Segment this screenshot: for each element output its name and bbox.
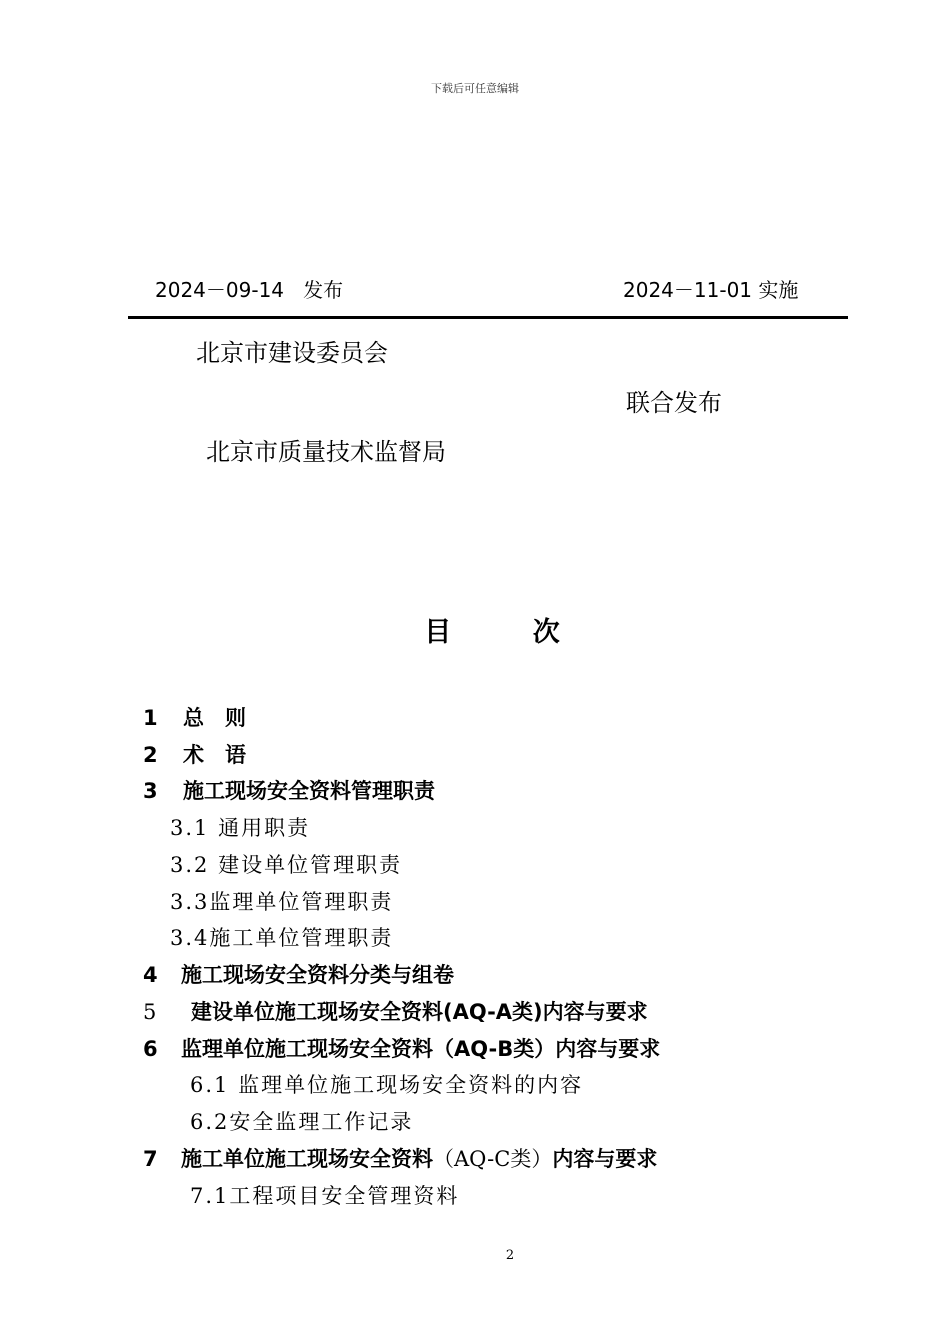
toc-item-title: 3.2 建设单位管理职责 — [170, 853, 403, 877]
toc-subitem — [190, 1106, 413, 1136]
release-date: 2024－09-14 — [155, 278, 285, 302]
effective-date: 2024－11-01 — [623, 278, 753, 302]
toc-item — [143, 702, 246, 732]
toc-item-title: 监理单位施工现场安全资料（AQ-B类）内容与要求 — [181, 1037, 661, 1061]
effective-date-line — [623, 274, 798, 303]
toc-item-title: 6.2安全监理工作记录 — [190, 1110, 414, 1134]
toc-item — [143, 996, 648, 1026]
release-label: 发布 — [303, 278, 344, 302]
toc-item-title: 施工单位施工现场安全资料 — [181, 1147, 433, 1171]
toc-item-title: 施工现场安全资料管理职责 — [183, 779, 435, 803]
effective-label: 实施 — [758, 278, 799, 302]
toc-item-number: 7 — [143, 1147, 158, 1171]
toc-item-number: 2 — [143, 743, 158, 767]
toc-subitem — [190, 1180, 459, 1210]
header-note: 下载后可任意编辑 — [431, 82, 519, 95]
toc-subitem — [170, 849, 402, 879]
toc-item-title: 7.1工程项目安全管理资料 — [190, 1184, 460, 1208]
toc-item-title: 3.3监理单位管理职责 — [170, 890, 394, 914]
toc-item — [143, 1143, 657, 1173]
toc-item-number: 3 — [143, 779, 158, 803]
release-date-line — [155, 274, 343, 303]
toc-item-title-tail: 内容与要求 — [552, 1147, 658, 1171]
toc-item — [143, 739, 246, 769]
joint-release-label: 联合发布 — [626, 389, 722, 417]
toc-item-title: 3.4施工单位管理职责 — [170, 926, 394, 950]
issuer-construction-commission: 北京市建设委员会 — [196, 339, 388, 367]
toc-item-number: 6 — [143, 1037, 158, 1061]
toc-subitem — [170, 886, 393, 916]
toc-item-title: 6.1 监理单位施工现场安全资料的内容 — [190, 1073, 584, 1097]
toc-item-number: 5 — [143, 1000, 159, 1024]
toc-subitem — [170, 812, 310, 842]
toc-item-title: 总 则 — [183, 706, 246, 730]
toc-item-title-suffix: （AQ-C类） — [433, 1147, 553, 1171]
toc-item-number: 4 — [143, 963, 158, 987]
toc-subitem — [170, 922, 393, 952]
toc-item — [143, 959, 454, 989]
toc-item-title: 3.1 通用职责 — [170, 816, 311, 840]
toc-item — [143, 1033, 660, 1063]
toc-item-title: 施工现场安全资料分类与组卷 — [181, 963, 454, 987]
toc-item-title: 建设单位施工现场安全资料(AQ-A类)内容与要求 — [191, 1000, 648, 1024]
toc-title: 目 次 — [424, 617, 596, 648]
horizontal-rule — [128, 316, 848, 319]
page-number: 2 — [505, 1248, 515, 1263]
toc-item — [143, 775, 435, 805]
toc-subitem — [190, 1069, 583, 1099]
issuer-quality-bureau: 北京市质量技术监督局 — [206, 438, 446, 466]
toc-item-number: 1 — [143, 706, 158, 730]
toc-item-title: 术 语 — [183, 743, 246, 767]
